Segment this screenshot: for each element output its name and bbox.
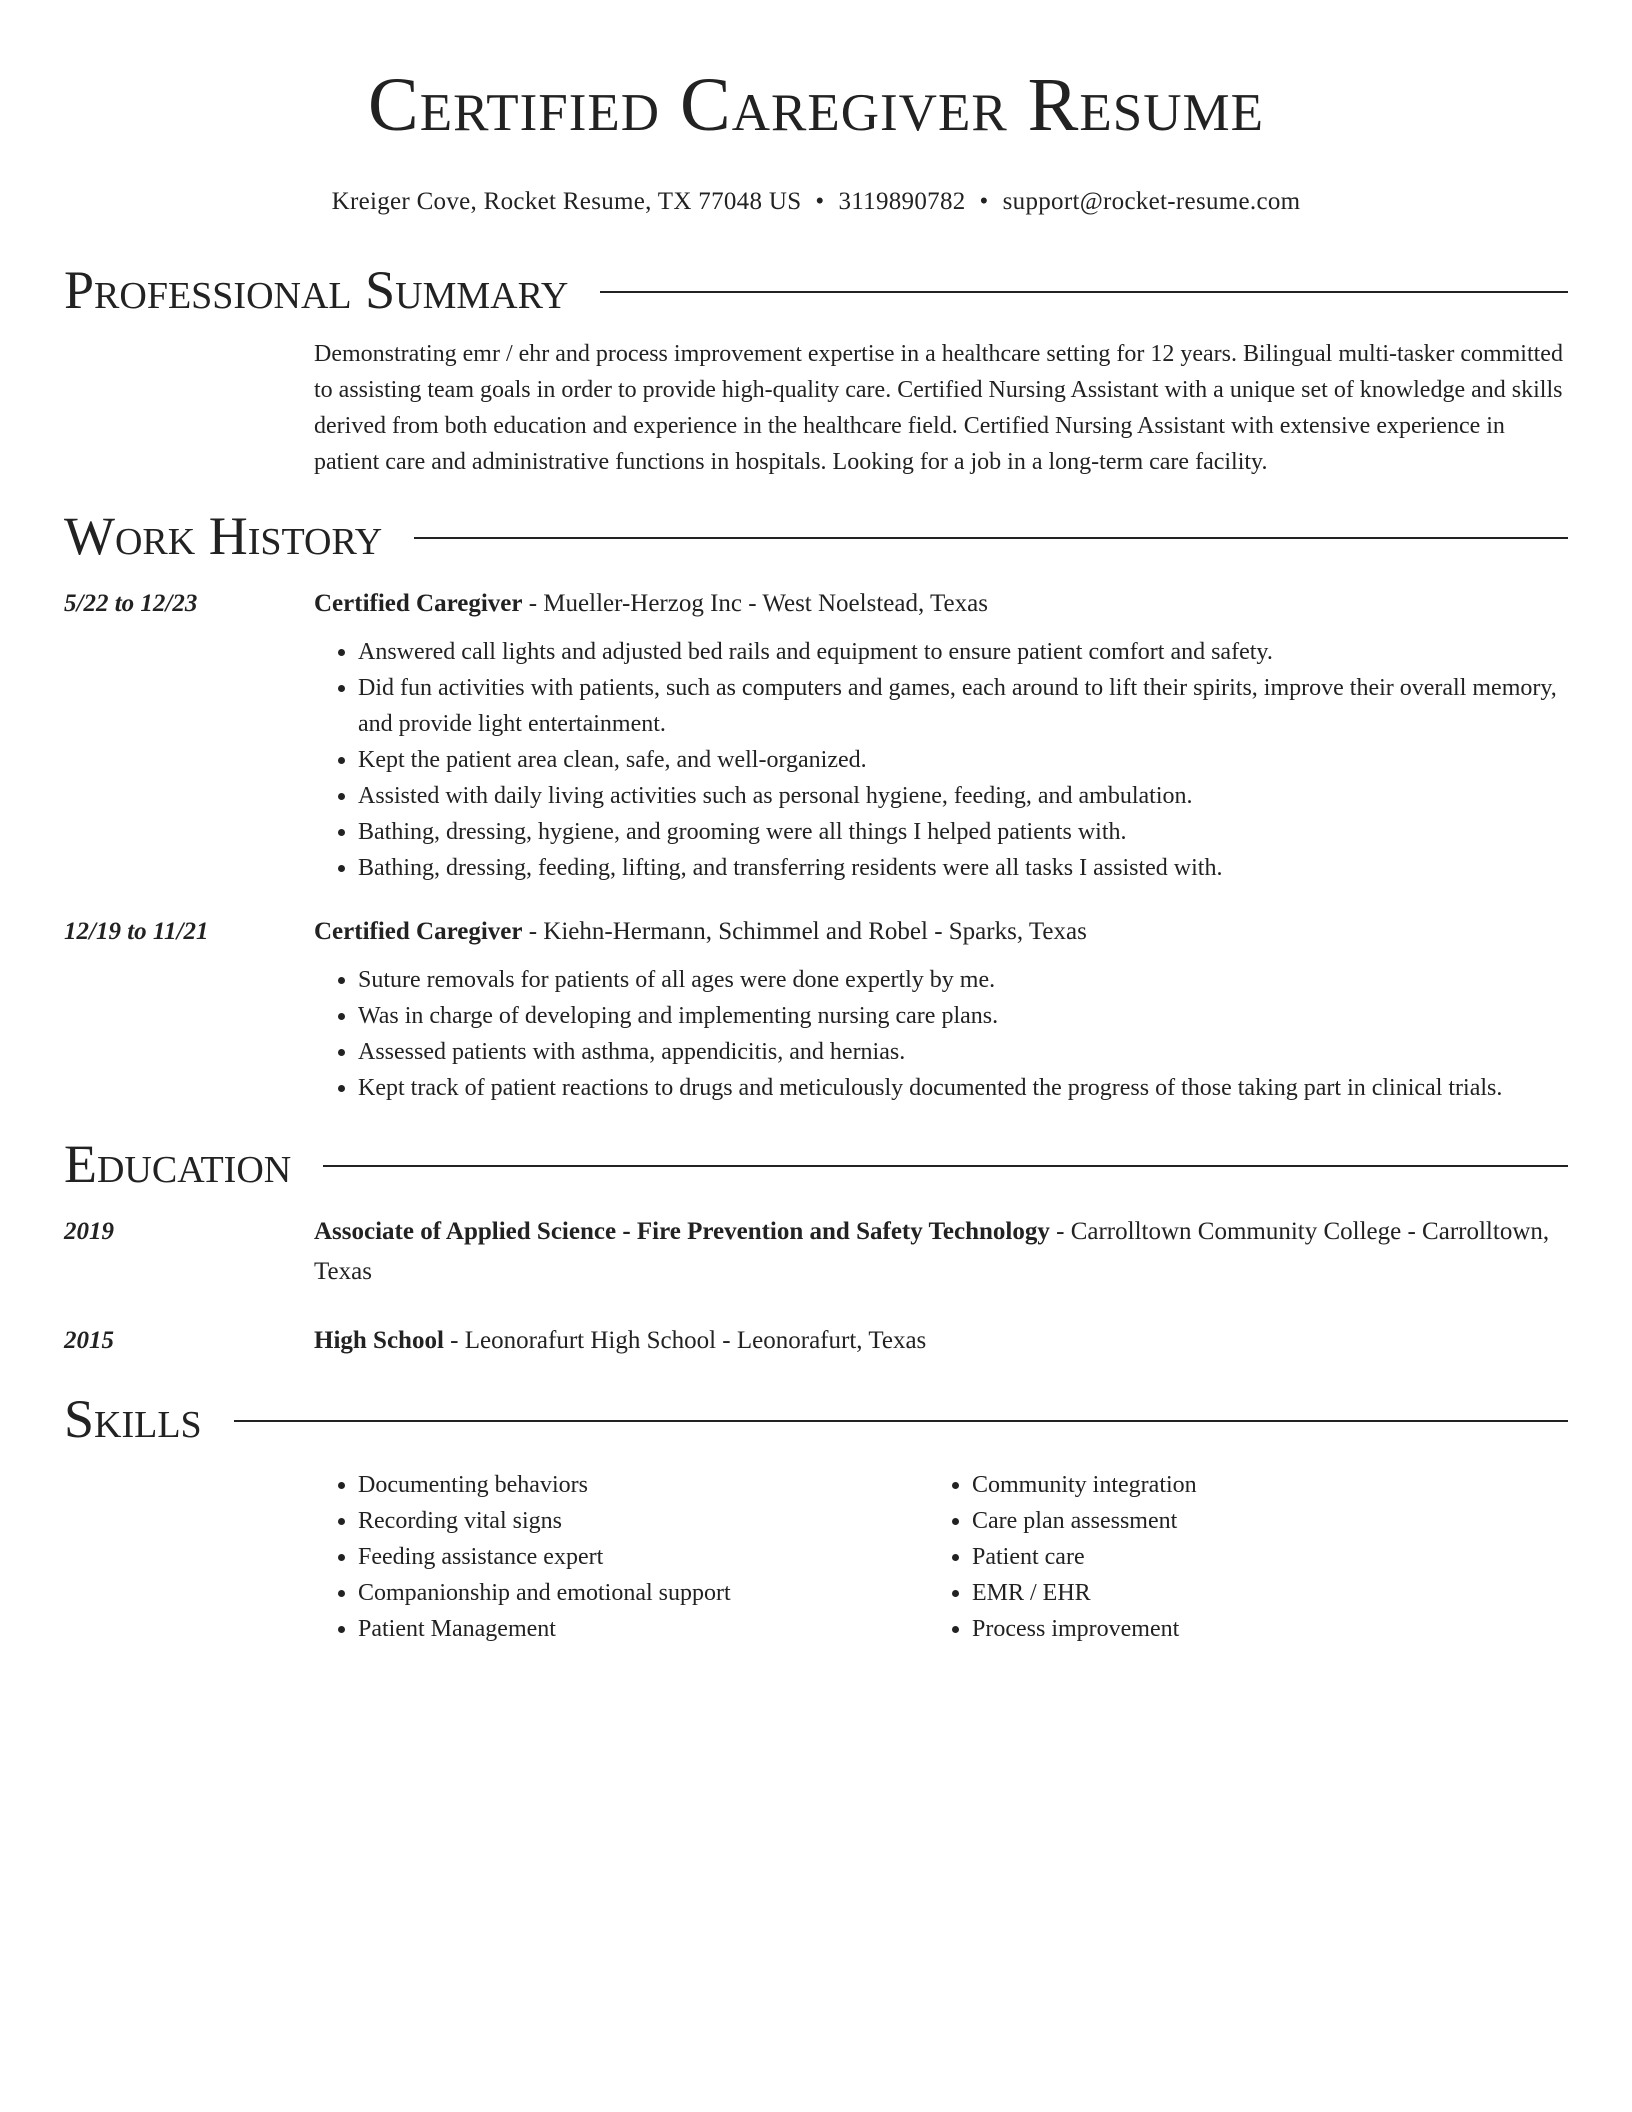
skill-item: • Patient Management — [358, 1611, 928, 1647]
education-line — [314, 1212, 1568, 1292]
summary-text: Demonstrating emr / ehr and process improvement expertise in a healthcare setting for 12 years. Bilingual multi-tasker committed to assisting team goals in order to provide high-quality care. Certified Nursing Assistant with a unique set of knowledge and skills derived from both education and experience in the healthcare field. Certified Nursing Assistant with extensive experience in patient care and administrative functions in hospitals. Looking for a job in a long-term care facility. — [314, 341, 1563, 475]
job-duties — [314, 634, 1568, 886]
education-degree: Associate of Applied Science - Fire Prevention and Safety Technology — [314, 1218, 1050, 1245]
education-entry — [64, 1321, 1568, 1361]
duty-item: • Kept track of patient reactions to drugs and meticulously documented the progress of those taking part in clinical trials. — [358, 1070, 1568, 1106]
skills-row — [64, 1467, 1568, 1647]
duty-item: • Assessed patients with asthma, appendicitis, and hernias. — [358, 1034, 1568, 1070]
job-title: Certified Caregiver — [314, 590, 523, 617]
skill-item: • Documenting behaviors — [358, 1467, 928, 1503]
skills-list-left — [314, 1467, 928, 1647]
skill-item: • Community integration — [972, 1467, 1542, 1503]
skills-grid — [314, 1467, 1568, 1647]
job-heading — [314, 912, 1568, 952]
job-dates: 5/22 to 12/23 — [64, 590, 198, 617]
duty-item: • Bathing, dressing, feeding, lifting, and transferring residents were all tasks I assisted with. — [358, 850, 1568, 886]
skills-list-right — [928, 1467, 1542, 1647]
duty-item: • Kept the patient area clean, safe, and well-organized. — [358, 742, 1568, 778]
skill-item: • Care plan assessment — [972, 1503, 1542, 1539]
skill-item: • EMR / EHR — [972, 1575, 1542, 1611]
skill-item: • Process improvement — [972, 1611, 1542, 1647]
skills-section-header — [64, 1387, 1568, 1451]
education-year: 2015 — [64, 1327, 114, 1354]
resume-title: Certified Caregiver Resume — [368, 63, 1264, 147]
job-employer: - Mueller-Herzog Inc - West Noelstead, Texas — [522, 590, 988, 617]
skill-item: • Companionship and emotional support — [358, 1575, 928, 1611]
education-year: 2019 — [64, 1218, 114, 1245]
section-divider — [414, 537, 1568, 539]
education-school: - Leonorafurt High School - Leonorafurt, Texas — [443, 1327, 927, 1354]
work-section-header — [64, 504, 1568, 568]
skills-heading: Skills — [64, 1389, 202, 1449]
contact-info — [64, 186, 1568, 218]
duty-item: • Did fun activities with patients, such as computers and games, each around to lift their spirits, improve their overall memory, and provide light entertainment. — [358, 670, 1568, 742]
job-title: Certified Caregiver — [314, 918, 523, 945]
summary-row — [64, 336, 1568, 480]
education-entry — [64, 1212, 1568, 1292]
section-divider — [323, 1165, 1568, 1167]
skills-left-spacer — [64, 1467, 314, 1647]
contact-phone: 3119890782 — [838, 188, 966, 215]
section-divider — [600, 291, 1568, 293]
job-duties — [314, 962, 1568, 1106]
education-section-header — [64, 1132, 1568, 1196]
skill-item: • Feeding assistance expert — [358, 1539, 928, 1575]
education-school: - Carrolltown Community College - Carrolltown, Texas — [314, 1218, 1550, 1285]
contact-separator: • — [815, 188, 825, 215]
duty-item: • Assisted with daily living activities such as personal hygiene, feeding, and ambulation. — [358, 778, 1568, 814]
duty-item: • Suture removals for patients of all ages were done expertly by me. — [358, 962, 1568, 998]
summary-heading: Professional Summary — [64, 260, 569, 320]
duty-item: • Bathing, dressing, hygiene, and grooming were all things I helped patients with. — [358, 814, 1568, 850]
job-employer: - Kiehn-Hermann, Schimmel and Robel - Sparks, Texas — [522, 918, 1087, 945]
summary-section-header — [64, 258, 1568, 322]
work-heading: Work History — [64, 506, 383, 566]
duty-item: • Was in charge of developing and implementing nursing care plans. — [358, 998, 1568, 1034]
job-dates: 12/19 to 11/21 — [64, 918, 209, 945]
contact-separator: • — [979, 188, 989, 215]
education-line — [314, 1321, 1568, 1361]
contact-email[interactable]: support@rocket-resume.com — [1002, 188, 1301, 215]
education-heading: Education — [64, 1134, 292, 1194]
education-degree: High School — [314, 1327, 444, 1354]
job-heading — [314, 584, 1568, 624]
contact-address: Kreiger Cove, Rocket Resume, TX 77048 US — [331, 188, 802, 215]
section-divider — [234, 1420, 1568, 1422]
summary-left-spacer — [64, 336, 314, 480]
skill-item: • Recording vital signs — [358, 1503, 928, 1539]
job-entry — [64, 584, 1568, 886]
skill-item: • Patient care — [972, 1539, 1542, 1575]
duty-item: • Answered call lights and adjusted bed rails and equipment to ensure patient comfort and safety. — [358, 634, 1568, 670]
job-entry — [64, 912, 1568, 1106]
